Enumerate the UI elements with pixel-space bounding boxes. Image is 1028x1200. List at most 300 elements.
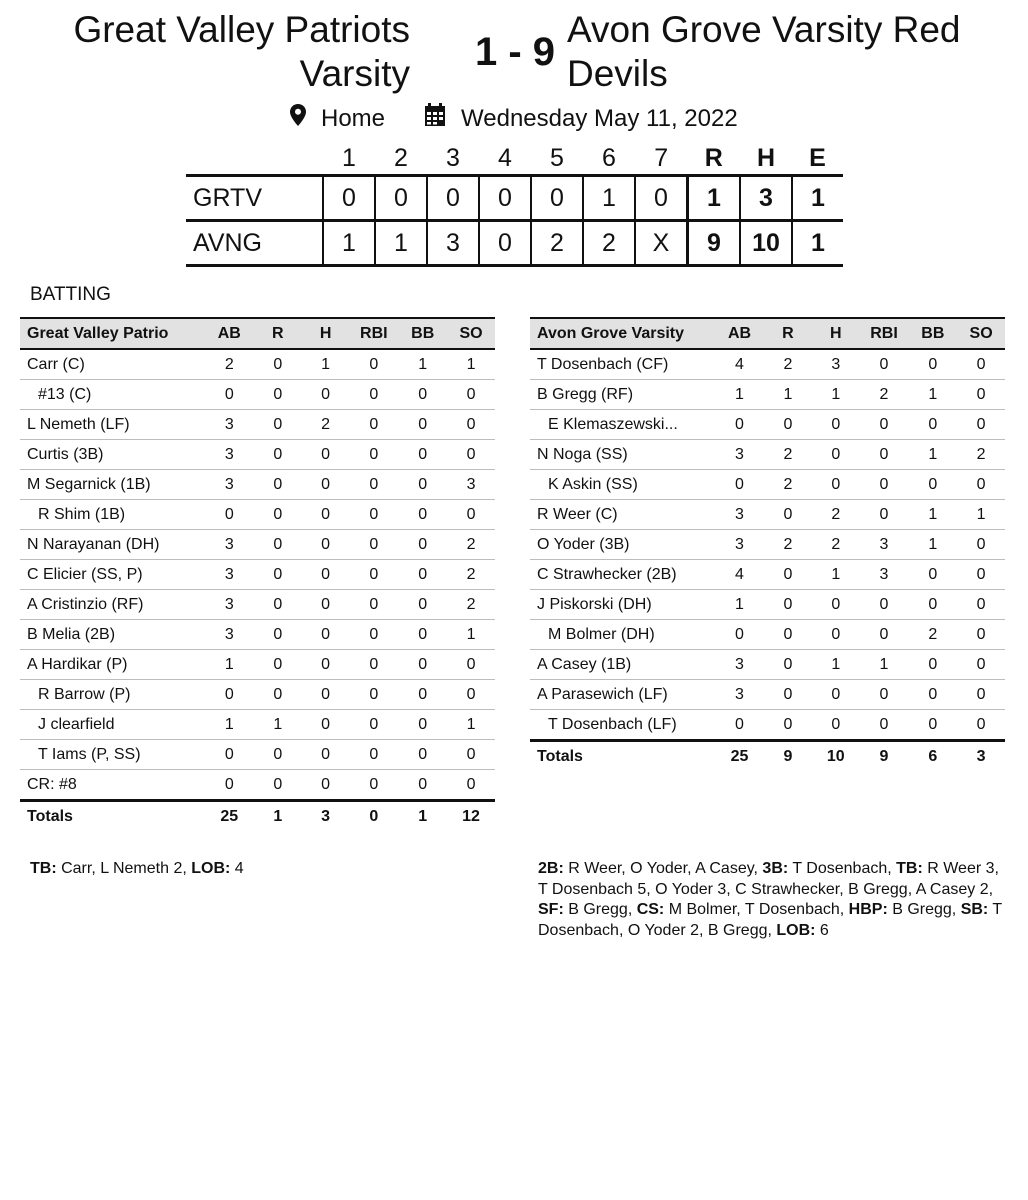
stat-cell: 0 — [908, 650, 957, 680]
stat-cell: 0 — [398, 710, 447, 740]
date-label: Wednesday May 11, 2022 — [461, 105, 738, 132]
stat-cell: 0 — [398, 590, 447, 620]
stat-cell: 0 — [349, 650, 398, 680]
stat-cell: 0 — [715, 710, 764, 741]
stat-cell: 3 — [715, 440, 764, 470]
stat-cell: 0 — [812, 440, 860, 470]
line-score-table — [186, 142, 843, 267]
batting-header-row — [20, 318, 495, 349]
stat-cell: 0 — [254, 680, 302, 710]
inning-score: 3 — [427, 221, 479, 266]
total-cell: 9 — [879, 747, 889, 765]
stat-cell: 0 — [957, 349, 1005, 380]
stat-cell: 0 — [860, 590, 909, 620]
stat-cell: 3 — [715, 530, 764, 560]
stat-cell: 0 — [398, 770, 447, 801]
stat-cell: 0 — [957, 530, 1005, 560]
stat-cell: 1 — [812, 650, 860, 680]
note-label: TB: — [30, 860, 57, 877]
total-cell: 12 — [462, 807, 480, 825]
stat-cell: 0 — [398, 680, 447, 710]
player-name: A Hardikar (P) — [20, 650, 205, 680]
stat-cell: 1 — [205, 650, 254, 680]
player-name: T Dosenbach (CF) — [530, 349, 715, 380]
stat-cell: 0 — [957, 620, 1005, 650]
stat-cell: 0 — [908, 349, 957, 380]
stat-cell: 2 — [447, 590, 495, 620]
stat-cell: 0 — [302, 560, 349, 590]
stat-cell: 0 — [812, 620, 860, 650]
stat-cell: 0 — [447, 440, 495, 470]
stat-cell: 0 — [398, 500, 447, 530]
player-name: T Dosenbach (LF) — [530, 710, 715, 741]
hits-total: 10 — [740, 221, 792, 266]
inning-score: X — [635, 221, 688, 266]
stat-cell: 0 — [349, 349, 398, 380]
stat-cell: 1 — [908, 530, 957, 560]
rbi-header: RBI — [860, 318, 909, 349]
stat-cell: 0 — [398, 560, 447, 590]
note-text: 6 — [815, 921, 829, 939]
inning-score: 2 — [531, 221, 583, 266]
stat-cell: 0 — [447, 500, 495, 530]
stat-cell: 3 — [205, 560, 254, 590]
stat-cell: 0 — [447, 380, 495, 410]
r-header: R — [764, 318, 812, 349]
stat-cell: 0 — [205, 680, 254, 710]
stat-cell: 4 — [715, 560, 764, 590]
stat-cell: 0 — [957, 410, 1005, 440]
rbi-header: RBI — [349, 318, 398, 349]
stat-cell: 0 — [302, 680, 349, 710]
player-row — [530, 349, 1005, 380]
location-label: Home — [321, 105, 386, 132]
player-name: A Casey (1B) — [530, 650, 715, 680]
note-text: R Weer 3, T Dosenbach 5, O Yoder 3, C Strawhecker, B Gregg, A Casey 2, — [538, 860, 999, 898]
stat-cell: 3 — [205, 470, 254, 500]
stat-cell: 1 — [908, 440, 957, 470]
player-name: B Melia (2B) — [20, 620, 205, 650]
team-abbr: AVNG — [186, 221, 323, 266]
stat-cell: 0 — [447, 650, 495, 680]
errors-total: 1 — [792, 221, 843, 266]
note-label: SF: — [538, 901, 564, 918]
stat-cell: 0 — [302, 740, 349, 770]
stat-cell: 3 — [205, 440, 254, 470]
stat-cell: 0 — [764, 650, 812, 680]
stat-cell: 0 — [302, 590, 349, 620]
stat-cell: 0 — [349, 440, 398, 470]
stat-cell: 2 — [860, 380, 909, 410]
stat-cell: 2 — [957, 440, 1005, 470]
stat-cell: 1 — [302, 349, 349, 380]
player-row — [530, 620, 1005, 650]
stat-cell: 2 — [812, 530, 860, 560]
stat-cell: 2 — [764, 530, 812, 560]
stat-cell: 0 — [398, 740, 447, 770]
stat-cell: 0 — [764, 590, 812, 620]
stat-cell: 0 — [349, 620, 398, 650]
player-name: O Yoder (3B) — [530, 530, 715, 560]
inning-header: 4 — [498, 143, 512, 172]
inning-score: 0 — [479, 176, 531, 221]
stat-cell: 0 — [764, 560, 812, 590]
stat-cell: 0 — [764, 410, 812, 440]
runs-header: R — [704, 143, 723, 172]
stat-cell: 0 — [398, 620, 447, 650]
player-row — [20, 380, 495, 410]
note-text: B Gregg, — [887, 901, 961, 918]
stat-cell: 0 — [908, 590, 957, 620]
team-abbr: GRTV — [186, 176, 323, 221]
stat-cell: 0 — [302, 500, 349, 530]
stat-cell: 0 — [957, 650, 1005, 680]
stat-cell: 1 — [254, 710, 302, 740]
stat-cell: 0 — [302, 620, 349, 650]
stat-cell: 0 — [254, 530, 302, 560]
away-batting-notes — [538, 859, 1003, 941]
stat-cell: 0 — [349, 530, 398, 560]
stat-cell: 0 — [764, 620, 812, 650]
h-header: H — [812, 318, 860, 349]
stat-cell: 0 — [254, 560, 302, 590]
note-label: CS: — [636, 901, 665, 918]
stat-cell: 3 — [205, 620, 254, 650]
stat-cell: 0 — [860, 710, 909, 741]
stat-cell: 0 — [349, 560, 398, 590]
stat-cell: 2 — [764, 470, 812, 500]
stat-cell: 0 — [860, 680, 909, 710]
stat-cell: 2 — [447, 530, 495, 560]
stat-cell: 3 — [715, 680, 764, 710]
stat-cell: 0 — [812, 710, 860, 741]
player-row — [20, 349, 495, 380]
stat-cell: 2 — [302, 410, 349, 440]
inning-score: 0 — [531, 176, 583, 221]
stat-cell: 0 — [715, 620, 764, 650]
stat-cell: 0 — [860, 500, 909, 530]
player-name: J Piskorski (DH) — [530, 590, 715, 620]
inning-score: 0 — [323, 176, 375, 221]
player-row — [20, 770, 495, 801]
bb-header: BB — [398, 318, 447, 349]
player-name: R Shim (1B) — [20, 500, 205, 530]
player-row — [20, 740, 495, 770]
stat-cell: 0 — [908, 410, 957, 440]
stat-cell: 0 — [957, 380, 1005, 410]
stat-cell: 1 — [908, 380, 957, 410]
stat-cell: 0 — [254, 349, 302, 380]
stat-cell: 4 — [715, 349, 764, 380]
note-label: 2B: — [538, 860, 564, 877]
stat-cell: 1 — [764, 380, 812, 410]
player-row — [530, 440, 1005, 470]
stat-cell: 0 — [398, 530, 447, 560]
player-row — [20, 410, 495, 440]
stat-cell: 1 — [447, 349, 495, 380]
stat-cell: 0 — [447, 410, 495, 440]
player-name: A Cristinzio (RF) — [20, 590, 205, 620]
stat-cell: 0 — [254, 740, 302, 770]
stat-cell: 0 — [254, 410, 302, 440]
total-cell: 10 — [826, 747, 845, 765]
player-name: M Bolmer (DH) — [530, 620, 715, 650]
inning-header: 6 — [602, 143, 616, 172]
note-text: Carr, L Nemeth 2, — [56, 860, 192, 877]
stat-cell: 0 — [349, 380, 398, 410]
runs-total: 1 — [688, 176, 741, 221]
inning-header: 5 — [550, 143, 564, 172]
stat-cell: 0 — [812, 590, 860, 620]
stat-cell: 0 — [254, 500, 302, 530]
stat-cell: 1 — [205, 710, 254, 740]
stat-cell: 0 — [349, 590, 398, 620]
stat-cell: 0 — [957, 560, 1005, 590]
stat-cell: 0 — [447, 740, 495, 770]
stat-cell: 0 — [302, 650, 349, 680]
totals-label: Totals — [537, 747, 583, 765]
stat-cell: 0 — [398, 440, 447, 470]
calendar-icon — [424, 103, 446, 135]
stat-cell: 1 — [447, 710, 495, 740]
player-name: J clearfield — [20, 710, 205, 740]
stat-cell: 0 — [349, 770, 398, 801]
stat-cell: 0 — [447, 680, 495, 710]
totals-row — [530, 741, 1005, 772]
stat-cell: 1 — [715, 590, 764, 620]
inning-score: 1 — [583, 176, 635, 221]
r-header: R — [254, 318, 302, 349]
player-name: Curtis (3B) — [20, 440, 205, 470]
totals-label: Totals — [27, 807, 73, 825]
player-name: R Barrow (P) — [20, 680, 205, 710]
stat-cell: 0 — [957, 680, 1005, 710]
stat-cell: 0 — [908, 680, 957, 710]
player-row — [530, 530, 1005, 560]
line-score-header — [186, 142, 843, 176]
stat-cell: 3 — [715, 500, 764, 530]
stat-cell: 0 — [398, 410, 447, 440]
total-cell: 9 — [783, 747, 793, 765]
stat-cell: 3 — [812, 349, 860, 380]
stat-cell: 0 — [764, 500, 812, 530]
player-row — [530, 650, 1005, 680]
final-score: 1 - 9 — [474, 30, 556, 74]
player-row — [20, 680, 495, 710]
stat-cell: 3 — [860, 560, 909, 590]
total-cell: 25 — [220, 807, 239, 825]
stat-cell: 0 — [957, 470, 1005, 500]
player-row — [20, 620, 495, 650]
player-row — [20, 530, 495, 560]
stat-cell: 1 — [860, 650, 909, 680]
note-label: SB: — [960, 901, 989, 918]
errors-total: 1 — [792, 176, 843, 221]
player-name: N Noga (SS) — [530, 440, 715, 470]
stat-cell: 1 — [957, 500, 1005, 530]
note-text: B Gregg, — [563, 901, 637, 918]
player-row — [530, 410, 1005, 440]
player-row — [530, 710, 1005, 741]
game-meta — [0, 103, 1028, 135]
player-name: R Weer (C) — [530, 500, 715, 530]
player-name: B Gregg (RF) — [530, 380, 715, 410]
stat-cell: 0 — [205, 770, 254, 801]
stat-cell: 3 — [860, 530, 909, 560]
stat-cell: 3 — [205, 590, 254, 620]
so-header: SO — [957, 318, 1005, 349]
stat-cell: 0 — [447, 770, 495, 801]
stat-cell: 0 — [254, 620, 302, 650]
stat-cell: 0 — [302, 770, 349, 801]
player-name: K Askin (SS) — [530, 470, 715, 500]
line-score-row-home — [186, 176, 843, 221]
stat-cell: 0 — [957, 710, 1005, 741]
stat-cell: 0 — [860, 440, 909, 470]
stat-cell: 0 — [254, 590, 302, 620]
batting-header-row — [530, 318, 1005, 349]
player-name: M Segarnick (1B) — [20, 470, 205, 500]
player-name: T Iams (P, SS) — [20, 740, 205, 770]
stat-cell: 0 — [349, 470, 398, 500]
runs-total: 9 — [688, 221, 741, 266]
stat-cell: 1 — [812, 380, 860, 410]
inning-score: 0 — [479, 221, 531, 266]
stat-cell: 0 — [349, 710, 398, 740]
stat-cell: 0 — [302, 710, 349, 740]
player-name: Carr (C) — [20, 349, 205, 380]
stat-cell: 0 — [302, 470, 349, 500]
player-row — [530, 560, 1005, 590]
stat-cell: 1 — [715, 380, 764, 410]
stat-cell: 3 — [447, 470, 495, 500]
hits-header: H — [756, 143, 776, 172]
map-pin-icon — [290, 104, 306, 134]
stat-cell: 3 — [205, 410, 254, 440]
total-cell: 3 — [321, 807, 331, 825]
inning-header: 7 — [654, 143, 669, 172]
player-row — [530, 470, 1005, 500]
player-row — [20, 560, 495, 590]
stat-cell: 2 — [764, 440, 812, 470]
inning-score: 0 — [427, 176, 479, 221]
inning-score: 0 — [635, 176, 688, 221]
inning-score: 1 — [323, 221, 375, 266]
stat-cell: 0 — [349, 680, 398, 710]
stat-cell: 0 — [908, 560, 957, 590]
note-text: T Dosenbach, — [788, 860, 897, 877]
total-cell: 0 — [369, 807, 379, 825]
player-row — [20, 590, 495, 620]
stat-cell: 3 — [205, 530, 254, 560]
stat-cell: 0 — [715, 470, 764, 500]
stat-cell: 0 — [715, 410, 764, 440]
stat-cell: 2 — [908, 620, 957, 650]
batting-section-title: BATTING — [30, 284, 111, 305]
stat-cell: 0 — [398, 380, 447, 410]
errors-header: E — [809, 143, 826, 172]
player-row — [530, 380, 1005, 410]
inning-score: 1 — [375, 221, 427, 266]
stat-cell: 0 — [349, 500, 398, 530]
stat-cell: 0 — [349, 410, 398, 440]
player-row — [530, 500, 1005, 530]
so-header: SO — [447, 318, 495, 349]
stat-cell: 0 — [860, 470, 909, 500]
note-label: LOB: — [776, 921, 816, 939]
stat-cell: 0 — [957, 590, 1005, 620]
stat-cell: 0 — [812, 410, 860, 440]
hits-total: 3 — [740, 176, 792, 221]
player-row — [20, 440, 495, 470]
home-batting-notes — [30, 859, 500, 880]
stat-cell: 0 — [302, 530, 349, 560]
line-score-row-away — [186, 221, 843, 266]
player-row — [20, 500, 495, 530]
stat-cell: 0 — [860, 349, 909, 380]
player-name: N Narayanan (DH) — [20, 530, 205, 560]
player-name: C Elicier (SS, P) — [20, 560, 205, 590]
stat-cell: 0 — [908, 710, 957, 741]
stat-cell: 2 — [447, 560, 495, 590]
note-text: M Bolmer, T Dosenbach, — [664, 901, 849, 918]
stat-cell: 0 — [254, 380, 302, 410]
stat-cell: 0 — [349, 740, 398, 770]
note-text: R Weer, O Yoder, A Casey, — [563, 860, 763, 877]
total-cell: 6 — [928, 747, 938, 765]
away-batting-table — [530, 317, 1005, 771]
stat-cell: 0 — [812, 680, 860, 710]
total-cell: 1 — [418, 807, 428, 825]
note-text: T Dosenbach, O Yoder 2, B Gregg, — [538, 901, 1002, 939]
player-name: C Strawhecker (2B) — [530, 560, 715, 590]
home-team-name: Great Valley Patriots Varsity — [73, 9, 410, 94]
stat-cell: 0 — [860, 620, 909, 650]
stat-cell: 0 — [812, 470, 860, 500]
away-team-name: Avon Grove Varsity Red Devils — [567, 9, 961, 94]
stat-cell: 0 — [302, 440, 349, 470]
inning-header: 3 — [446, 143, 460, 172]
stat-cell: 0 — [860, 410, 909, 440]
note-label: 3B: — [762, 860, 789, 877]
player-row — [20, 470, 495, 500]
stat-cell: 2 — [764, 349, 812, 380]
player-name: A Parasewich (LF) — [530, 680, 715, 710]
stat-cell: 1 — [447, 620, 495, 650]
stat-cell: 0 — [254, 440, 302, 470]
stat-cell: 0 — [764, 680, 812, 710]
note-label: HBP: — [848, 901, 888, 918]
player-row — [530, 680, 1005, 710]
note-label: TB: — [896, 860, 923, 877]
stat-cell: 0 — [205, 740, 254, 770]
ab-header: AB — [715, 318, 764, 349]
stat-cell: 0 — [908, 470, 957, 500]
player-row — [20, 650, 495, 680]
note-label: LOB: — [191, 860, 231, 877]
h-header: H — [302, 318, 349, 349]
stat-cell: 0 — [205, 500, 254, 530]
stat-cell: 0 — [398, 650, 447, 680]
team-column-header: Avon Grove Varsity — [530, 318, 715, 349]
note-text: 4 — [230, 860, 244, 877]
inning-score: 0 — [375, 176, 427, 221]
inning-header: 2 — [394, 143, 408, 172]
inning-header: 1 — [342, 143, 356, 172]
team-column-header: Great Valley Patrio — [20, 318, 205, 349]
stat-cell: 0 — [205, 380, 254, 410]
stat-cell: 0 — [302, 380, 349, 410]
